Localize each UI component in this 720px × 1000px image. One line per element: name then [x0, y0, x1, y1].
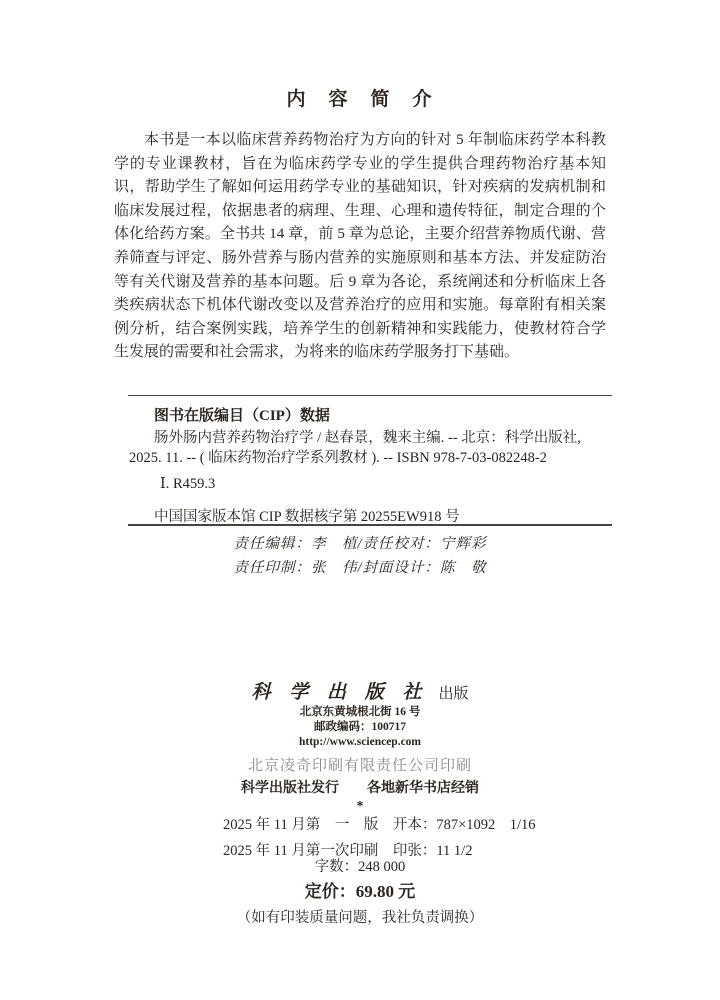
asterisk-separator: *	[356, 799, 364, 814]
colophon-price-block	[0, 858, 720, 927]
printing-line: 2025 年 11 月第一次印刷 印张：11 1/2	[223, 842, 473, 859]
distribution-line: 科学出版社发行 各地新华书店经销	[241, 781, 479, 796]
cip-bibliographic-line-2: 2025. 11. -- ( 临床药物治疗学系列教材 ). -- ISBN 978-7-03-082248-2	[129, 450, 547, 466]
colophon-edition-block	[223, 813, 536, 864]
publisher-address: 北京东黄城根北街 16 号	[299, 706, 421, 718]
cip-heading: 图书在版编目（CIP）数据	[154, 408, 330, 424]
publisher-role-label: 出版	[438, 686, 469, 702]
page-title: 内 容 简 介	[286, 89, 434, 110]
quality-note: （如有印装质量问题，我社负责调换）	[236, 910, 484, 926]
publisher-name-line	[0, 682, 720, 705]
publisher-website: http://www.sciencep.com	[298, 736, 421, 748]
publisher-logo-text: 科 学 出 版 社	[251, 682, 429, 703]
summary-paragraph: 本书是一本以临床营养药物治疗为方向的针对 5 年制临床药学本科教学的专业课教材，旨在为临床药学专业的学生提供合理药物治疗基本知识，帮助学生了解如何运用药学专业的基础知识，针对疾病的发病机制和临床发展过程，依据患者的病理、生理、心理和遗传特征，制定合理的个体化给药方案。全书共 14 章，前 5 章为总论，主要介绍营养物质代谢、营养筛查与评定、肠外营养与肠内营养的实施原则和基本方法、并发症防治等有关代谢及营养的基本问题。后 9 章为各论，系统阐述和分析临床上各类疾病状态下机体代谢改变以及营养治疗的应用和实施。每章附有相关案例分析，结合案例实践，培养学生的创新精神和实践能力，使教材符合学生发展的需要和社会需求，为将来的临床药学服务打下基础。	[114, 132, 606, 361]
cip-section	[128, 395, 612, 526]
cip-classification: Ⅰ. R459.3	[160, 476, 216, 492]
staff-credits	[0, 532, 720, 580]
price: 定价：69.80 元	[304, 882, 416, 901]
publisher-postcode: 邮政编码：100717	[314, 721, 406, 733]
word-count: 字数：248 000	[314, 859, 406, 875]
cip-registry-number: 中国国家版本馆 CIP 数据核字第 20255EW918 号	[154, 509, 460, 525]
edition-line: 2025 年 11 月第 一 版 开本：787×1092 1/16	[223, 817, 536, 833]
printer-company: 北京凌奇印刷有限责任公司印刷	[247, 758, 472, 774]
staff-editors-line: 责任编辑：李 植/责任校对：宁辉彩	[233, 536, 487, 552]
publisher-block	[0, 682, 720, 814]
staff-printing-design-line: 责任印制：张 伟/封面设计：陈 敬	[233, 560, 487, 576]
cip-bibliographic-line-1: 肠外肠内营养药物治疗学 / 赵春景，魏来主编. -- 北京：科学出版社,	[154, 430, 581, 446]
